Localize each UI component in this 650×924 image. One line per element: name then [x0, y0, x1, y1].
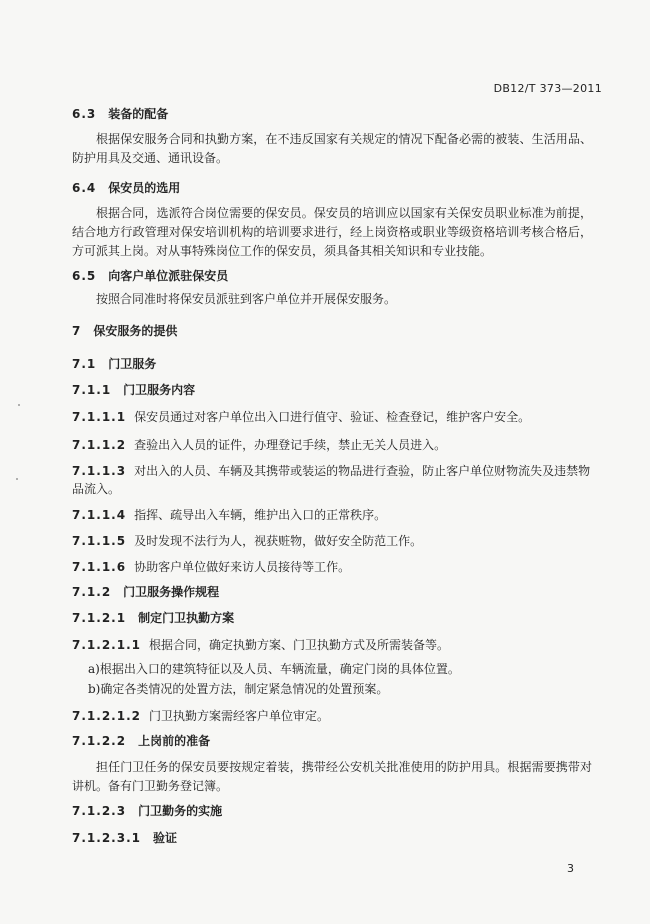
- paragraph-7-1-2-2: 担任门卫任务的保安员要按规定着装，携带经公安机关批准使用的防护用具。根据需要携带对讲机。备有门卫勤务登记簿。: [72, 760, 592, 793]
- section-title: 向客户单位派驻保安员: [108, 269, 229, 283]
- clause-7-1-1-2: [72, 436, 592, 454]
- heading-6-4: [72, 180, 592, 196]
- section-number: 7: [72, 324, 82, 338]
- section-number: 7.1.2: [72, 585, 112, 599]
- clause-text: 门卫执勤方案需经客户单位审定。: [148, 709, 329, 723]
- clause-text: 及时发现不法行为人，视获赃物，做好安全防范工作。: [134, 534, 423, 548]
- clause-text: 保安员通过对客户单位出入口进行值守、验证、检查登记，维护客户安全。: [134, 410, 531, 424]
- section-number: 7.1.2.2: [72, 734, 127, 748]
- clause-number: 7.1.1.2: [72, 438, 127, 452]
- section-number: 7.1: [72, 357, 97, 371]
- clause-number: 7.1.1.3: [72, 464, 127, 478]
- clause-number: 7.1.1.4: [72, 508, 127, 522]
- clause-text: 根据合同，确定执勤方案、门卫执勤方式及所需装备等。: [148, 638, 449, 652]
- clause-text: 指挥、疏导出入车辆，维护出入口的正常秩序。: [134, 508, 387, 522]
- section-number: 7.1.1: [72, 383, 112, 397]
- clause-number: 7.1.2.1.1: [72, 638, 141, 652]
- heading-7-1: [72, 356, 592, 372]
- clause-number: 7.1.1.1: [72, 410, 127, 424]
- clause-text: 协助客户单位做好来访人员接待等工作。: [134, 560, 351, 574]
- section-number: 6.5: [72, 269, 97, 283]
- scan-speck: [18, 404, 20, 406]
- clause-number: 7.1.1.5: [72, 534, 127, 548]
- list-item-b: b)确定各类情况的处置方法，制定紧急情况的处置预案。: [88, 682, 389, 696]
- page-number: 3: [567, 862, 574, 875]
- paragraph-6-3: 根据保安服务合同和执勤方案，在不违反国家有关规定的情况下配备必需的被装、生活用品、防护用具及交通、通讯设备。: [72, 132, 592, 165]
- heading-7-1-2: [72, 584, 592, 600]
- clause-7-1-1-4: [72, 506, 592, 524]
- section-number: 6.3: [72, 107, 97, 121]
- section-title: 保安员的选用: [108, 181, 181, 195]
- list-item-a: a)根据出入口的建筑特征以及人员、车辆流量，确定门岗的具体位置。: [88, 662, 460, 676]
- section-number: 7.1.2.3: [72, 804, 127, 818]
- section-title: 门卫服务内容: [123, 383, 196, 397]
- paragraph-6-4: 根据合同，选派符合岗位需要的保安员。保安员的培训应以国家有关保安员职业标准为前提，结合地方行政管理对保安培训机构的培训要求进行，经上岗资格或职业等级资格培训考核合格后，方可派其上岗。对从事特殊岗位工作的保安员，须具备其相关知识和专业技能。: [72, 206, 592, 258]
- clause-text: 对出入的人员、车辆及其携带或装运的物品进行查验，防止客户单位财物流失及违禁物品流入。: [72, 464, 591, 496]
- section-title: 门卫服务操作规程: [123, 585, 220, 599]
- clause-7-1-1-1: [72, 408, 592, 426]
- section-number: 7.1.2.1: [72, 611, 127, 625]
- clause-text: 查验出入人员的证件，办理登记手续，禁止无关人员进入。: [134, 438, 447, 452]
- section-number: 7.1.2.3.1: [72, 831, 141, 845]
- heading-7-1-2-3: [72, 803, 592, 819]
- section-title: 保安服务的提供: [93, 324, 178, 338]
- heading-7-1-1: [72, 382, 592, 398]
- section-title: 制定门卫执勤方案: [138, 611, 235, 625]
- clause-number: 7.1.2.1.2: [72, 709, 141, 723]
- standard-number: DB12/T 373—2011: [493, 82, 602, 95]
- clause-number: 7.1.1.6: [72, 560, 127, 574]
- section-title: 门卫勤务的实施: [138, 804, 223, 818]
- scan-speck: [16, 478, 18, 480]
- clause-7-1-1-6: [72, 558, 592, 576]
- clause-7-1-1-5: [72, 532, 592, 550]
- heading-7-1-2-1: [72, 610, 592, 626]
- heading-6-5: [72, 268, 592, 284]
- section-number: 6.4: [72, 181, 97, 195]
- section-title: 上岗前的准备: [138, 734, 211, 748]
- paragraph-6-5: 按照合同准时将保安员派驻到客户单位并开展保安服务。: [96, 292, 397, 306]
- heading-7-1-2-2: [72, 733, 592, 749]
- clause-7-1-1-3: [72, 462, 592, 498]
- heading-6-3: [72, 106, 592, 122]
- heading-7-1-2-3-1: [72, 830, 592, 846]
- section-title: 验证: [152, 831, 177, 845]
- heading-7: [72, 323, 592, 339]
- section-title: 门卫服务: [108, 357, 157, 371]
- section-title: 装备的配备: [108, 107, 169, 121]
- clause-7-1-2-1-1: [72, 636, 592, 654]
- clause-7-1-2-1-2: [72, 707, 592, 725]
